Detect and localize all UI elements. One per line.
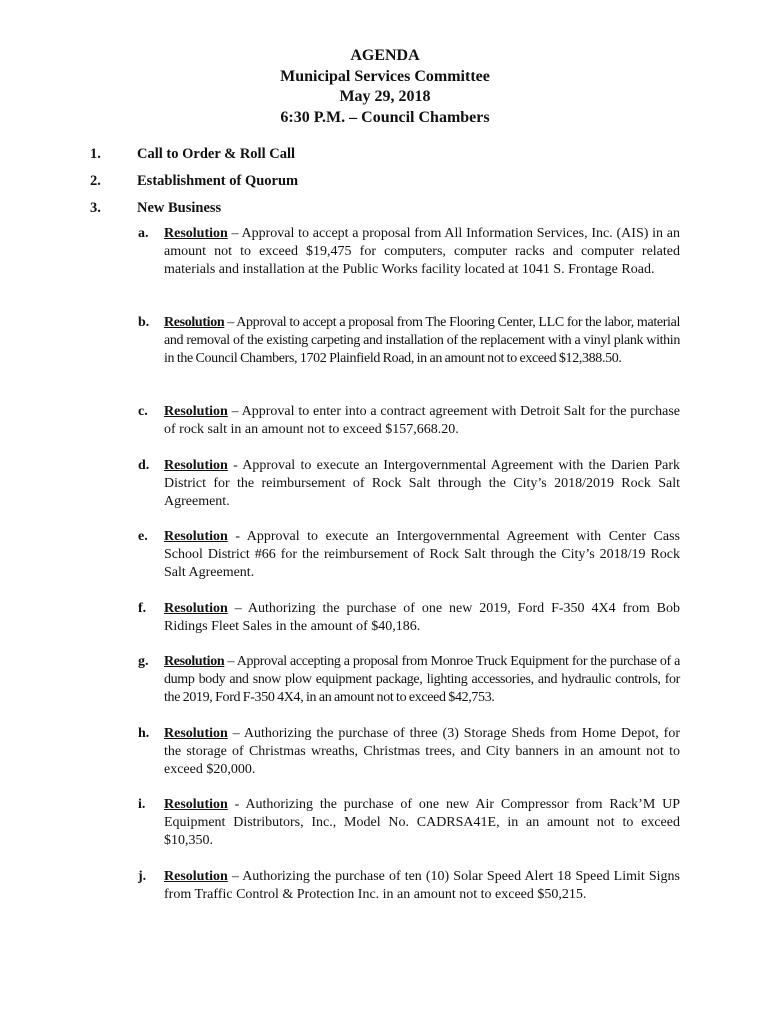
- resolution-label: Resolution: [164, 315, 225, 330]
- subitem-body: [164, 868, 680, 904]
- subitem-letter: d.: [138, 458, 150, 473]
- item-number: 2.: [90, 173, 101, 189]
- subitem-letter: j.: [138, 869, 147, 884]
- subitem-body: [164, 796, 680, 850]
- item-label: Establishment of Quorum: [137, 173, 299, 189]
- subitem-letter: c.: [138, 404, 148, 419]
- subitem-letter: g.: [138, 654, 149, 669]
- resolution-label: Resolution: [164, 726, 228, 741]
- resolution-label: Resolution: [164, 869, 228, 884]
- resolution-label: Resolution: [164, 797, 228, 812]
- committee-name: Municipal Services Committee: [280, 67, 490, 85]
- subitem-body: [164, 314, 680, 368]
- item-label: New Business: [137, 200, 222, 216]
- subitem-text: - Authorizing the purchase of one new Air Compressor from Rack’M UP Equipment Distributors, Inc., Model No. CADRSA41E, in an amount not to exceed $10,350.: [164, 797, 680, 848]
- resolution-label: Resolution: [164, 226, 228, 241]
- subitem-letter: b.: [138, 315, 150, 330]
- subitem-text: – Authorizing the purchase of three (3) Storage Sheds from Home Depot, for the storage of Christmas wreaths, Christmas trees, and City banners in an amount not to exceed $20,000.: [164, 726, 680, 777]
- subitem-text: – Approval accepting a proposal from Monroe Truck Equipment for the purchase of a dump body and snow plow equipment package, lighting accessories, and hydraulic controls, for the 2019, Ford F-350 4X4, in an amount not to exceed $42,753.: [164, 654, 680, 705]
- subitem-text: – Approval to enter into a contract agreement with Detroit Salt for the purchase of rock salt in an amount not to exceed $157,668.20.: [164, 404, 680, 437]
- subitem-body: [164, 457, 680, 511]
- agenda-title: AGENDA: [350, 47, 420, 64]
- subitem-letter: a.: [138, 226, 149, 241]
- item-label: Call to Order & Roll Call: [137, 146, 296, 162]
- subitem-letter: h.: [138, 726, 150, 741]
- subitem-body: [164, 653, 680, 707]
- subitem-text: – Approval to accept a proposal from All Information Services, Inc. (AIS) in an amount not to exceed $19,475 for computers, computer racks and computer related materials and installation at the Public Works facility located at 1041 S. Frontage Road.: [164, 226, 680, 277]
- subitem-body: [164, 725, 680, 779]
- subitem-text: – Authorizing the purchase of ten (10) Solar Speed Alert 18 Speed Limit Signs from Traffic Control & Protection Inc. in an amount not to exceed $50,215.: [164, 869, 680, 902]
- subitem-letter: i.: [138, 797, 146, 812]
- meeting-date: May 29, 2018: [339, 88, 431, 105]
- subitem-text: - Approval to execute an Intergovernmental Agreement with the Darien Park District for the reimbursement of Rock Salt through the City’s 2018/2019 Rock Salt Agreement.: [164, 458, 680, 509]
- resolution-label: Resolution: [164, 404, 228, 419]
- resolution-label: Resolution: [164, 601, 228, 616]
- subitem-body: [164, 528, 680, 582]
- meeting-time-location: 6:30 P.M. – Council Chambers: [280, 108, 490, 126]
- subitem-text: – Approval to accept a proposal from The Flooring Center, LLC for the labor, material and removal of the existing carpeting and installation of the replacement with a vinyl plank within in the Council Chambers, 1702 Plainfield Road, in an amount not to exceed $12,388.50.: [164, 315, 680, 366]
- resolution-label: Resolution: [164, 654, 225, 669]
- subitem-letter: e.: [138, 529, 148, 544]
- subitem-body: [164, 600, 680, 636]
- item-number: 1.: [90, 146, 101, 162]
- resolution-label: Resolution: [164, 529, 228, 544]
- subitem-body: [164, 225, 680, 279]
- subitem-text: – Authorizing the purchase of one new 2019, Ford F-350 4X4 from Bob Ridings Fleet Sales in the amount of $40,186.: [164, 601, 680, 634]
- subitem-body: [164, 403, 680, 439]
- item-number: 3.: [90, 200, 101, 216]
- agenda-header: [0, 46, 770, 128]
- resolution-label: Resolution: [164, 458, 228, 473]
- subitem-letter: f.: [138, 601, 147, 616]
- subitem-text: - Approval to execute an Intergovernmental Agreement with Center Cass School District #66 for the reimbursement of Rock Salt through the City’s 2018/19 Rock Salt Agreement.: [164, 529, 680, 580]
